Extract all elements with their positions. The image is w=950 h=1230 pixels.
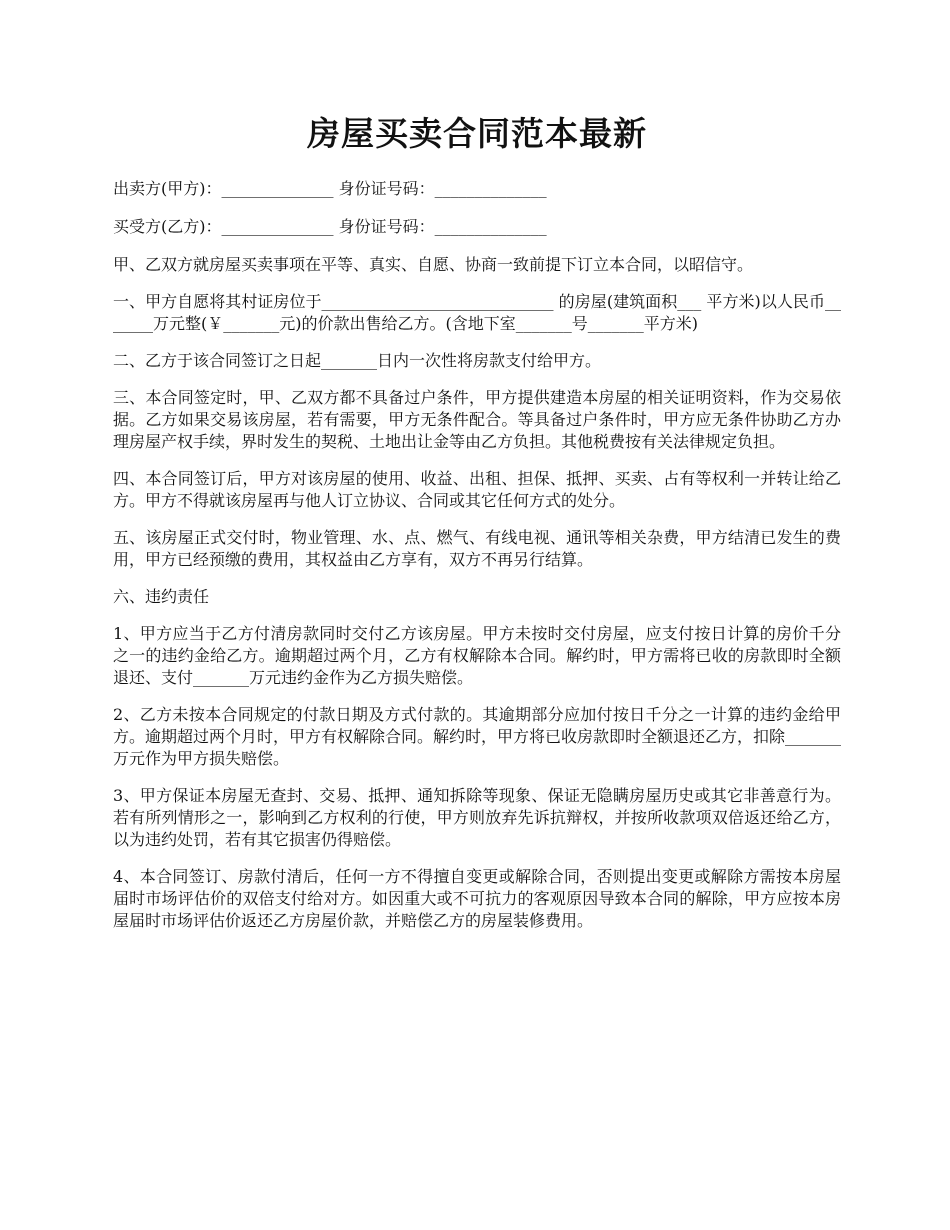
buyer-line: 买受方(乙方)：______________ 身份证号码：______________: [113, 217, 547, 236]
breach-item-2: 2、乙方未按本合同规定的付款日期及方式付款的。其逾期部分应加付按日千分之一计算的违约金给甲方。逾期超过两个月时，甲方有权解除合同。解约时，甲方将已收房款即时全额退还乙方，扣除_______万元作为甲方损失赔偿。: [113, 705, 842, 768]
clause-2: 二、乙方于该合同签订之日起_______日内一次性将房款支付给甲方。: [113, 351, 602, 370]
document-title: 房屋买卖合同范本最新: [307, 114, 647, 153]
clause-4: 四、本合同签订后，甲方对该房屋的使用、收益、出租、担保、抵押、买卖、占有等权利一并转让给乙方。甲方不得就该房屋再与他人订立协议、合同或其它任何方式的处分。: [113, 469, 841, 510]
breach-heading: 六、违约责任: [113, 587, 210, 606]
breach-item-4: 4、本合同签订、房款付清后，任何一方不得擅自变更或解除合同，否则提出变更或解除方需按本房屋届时市场评估价的双倍支付给对方。如因重大或不可抗力的客观原因导致本合同的解除，甲方应按本房屋届时市场评估价返还乙方房屋价款，并赔偿乙方的房屋装修费用。: [113, 867, 841, 930]
intro-paragraph: 甲、乙双方就房屋买卖事项在平等、真实、自愿、协商一致前提下订立本合同，以昭信守。: [113, 255, 754, 274]
clause-5: 五、该房屋正式交付时，物业管理、水、点、燃气、有线电视、通讯等相关杂费，甲方结清已发生的费用，甲方已经预缴的费用，其权益由乙方享有，双方不再另行结算。: [113, 528, 841, 569]
clause-1: 一、甲方自愿将其村证房位于_____________________________ 的房屋(建筑面积___ 平方米)以人民币_______万元整(￥_______元)的价款出售给乙方。(含地下室_______号_______平方米): [113, 292, 841, 333]
breach-item-3: 3、甲方保证本房屋无查封、交易、抵押、通知拆除等现象、保证无隐瞒房屋历史或其它非善意行为。若有所列情形之一，影响到乙方权利的行使，甲方则放弃先诉抗辩权，并按所收款项双倍返还给乙方，以为违约处罚，若有其它损害仍得赔偿。: [113, 786, 841, 849]
seller-line: 出卖方(甲方)：______________ 身份证号码：______________: [113, 179, 547, 198]
document-page: [113, 108, 841, 947]
breach-item-1: 1、甲方应当于乙方付清房款同时交付乙方该房屋。甲方未按时交付房屋，应支付按日计算的房价千分之一的违约金给乙方。逾期超过两个月，乙方有权解除本合同。解约时，甲方需将已收的房款即时全额退还、支付_______万元违约金作为乙方损失赔偿。: [113, 624, 841, 687]
clause-3: 三、本合同签定时，甲、乙双方都不具备过户条件，甲方提供建造本房屋的相关证明资料，作为交易依据。乙方如果交易该房屋，若有需要，甲方无条件配合。等具备过户条件时，甲方应无条件协助乙方办理房屋产权手续，界时发生的契税、土地出让金等由乙方负担。其他税费按有关法律规定负担。: [113, 388, 841, 451]
